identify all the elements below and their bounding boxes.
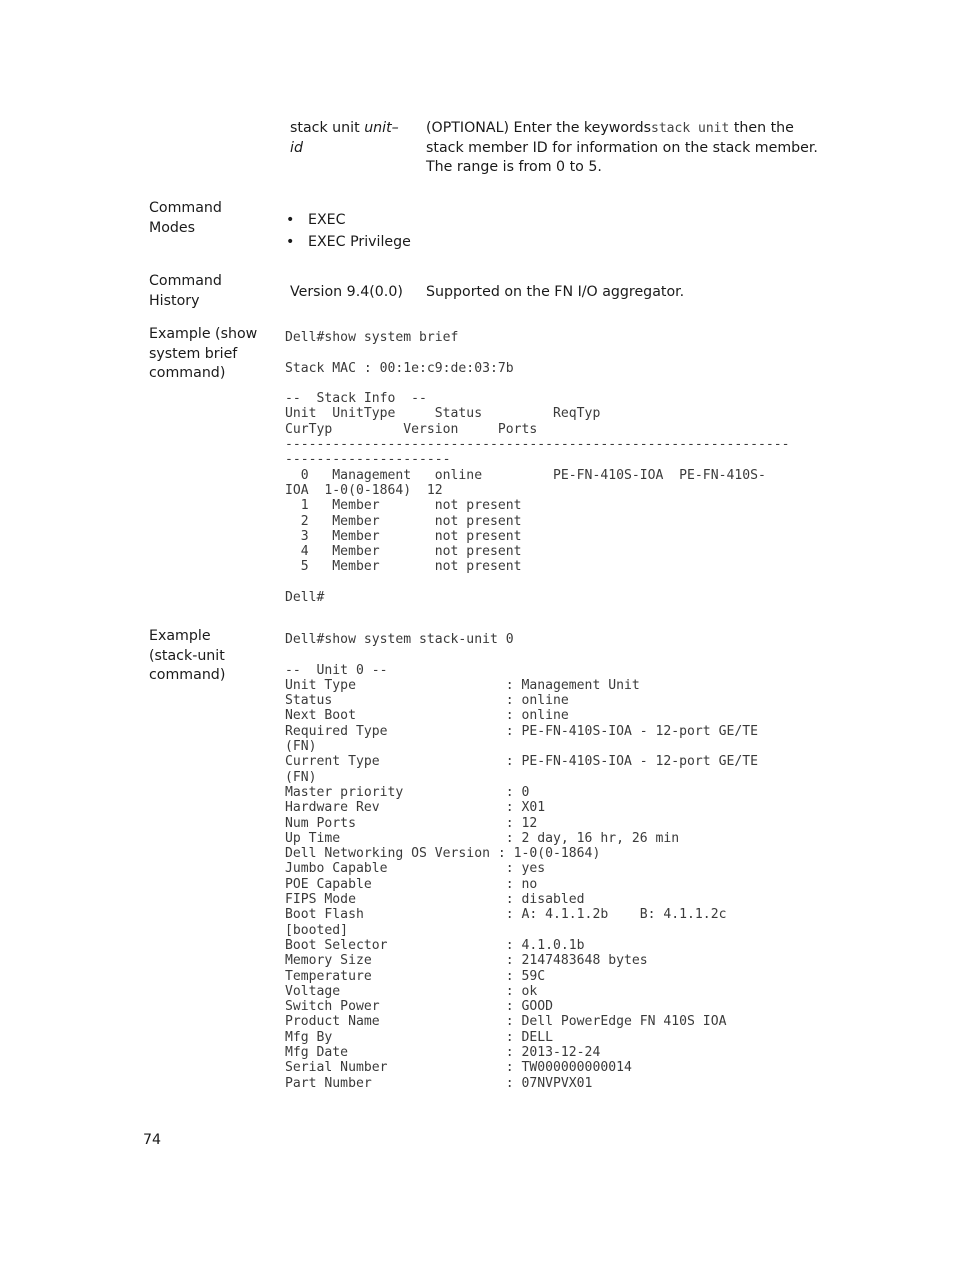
example-stack-unit-label: Example (stack-unit command)	[149, 628, 226, 683]
parameter-desc-post: then the stack member ID for information on the stack member. The range is from 0 to 5.	[426, 120, 818, 175]
parameter-name-text: stack unit	[290, 120, 365, 136]
example-stack-unit-code: Dell#show system stack-unit 0 -- Unit 0 -- Unit Type : Management Unit Status : online Next Boot : online Required Type : PE-FN-410S-IOA - 12-port GE/TE (FN) Current Type : PE-FN-410S-IOA - 12-port GE/TE (FN) Master priority : 0 Hardware Rev : X01 Num Ports : 12 Up Time : 2 day, 16 hr, 26 min Dell Networking OS Version : 1-0(0-1864) Jumbo Capable : yes POE Capable : no FIPS Mode : disabled Boot Flash : A: 4.1.1.2b B: 4.1.1.2c [booted] Boot Selector : 4.1.0.1b Memory Size : 2147483648 bytes Temperature : 59C Voltage : ok Switch Power : GOOD Product Name : Dell PowerEdge FN 410S IOA Mfg By : DELL Mfg Date : 2013-12-24 Serial Number : TW000000000014 Part Number : 07NVPVX01	[285, 632, 758, 1091]
parameter-name	[290, 119, 410, 158]
history-description: Supported on the FN I/O aggregator.	[426, 284, 685, 300]
parameter-desc-pre: (OPTIONAL) Enter the keywords	[426, 120, 652, 136]
example-brief-code: Dell#show system brief Stack MAC : 00:1e:c9:de:03:7b -- Stack Info -- Unit UnitType Status ReqTyp CurTyp Version Ports ---------------------------------------------------------------- --------------------- 0 Management online PE-FN-410S-IOA PE-FN-410S- IOA 1-0(0-1864) 12 1 Member not present 2 Member not present 3 Member not present 4 Member not present 5 Member not present Dell#	[285, 330, 790, 606]
command-history-label: Command History	[149, 273, 222, 309]
parameter-desc-code: stack unit	[651, 121, 730, 136]
page-number: 74	[143, 1132, 162, 1148]
history-version: Version 9.4(0.0)	[290, 284, 403, 300]
mode-item: • EXEC Privilege	[286, 231, 411, 253]
parameter-description	[426, 119, 836, 178]
command-modes-label: Command Modes	[149, 200, 222, 236]
command-modes-list	[286, 209, 411, 253]
parameter-name-italic: unit– id	[290, 120, 399, 156]
example-brief-label: Example (show system brief command)	[149, 326, 258, 381]
mode-item: • EXEC	[286, 209, 411, 231]
